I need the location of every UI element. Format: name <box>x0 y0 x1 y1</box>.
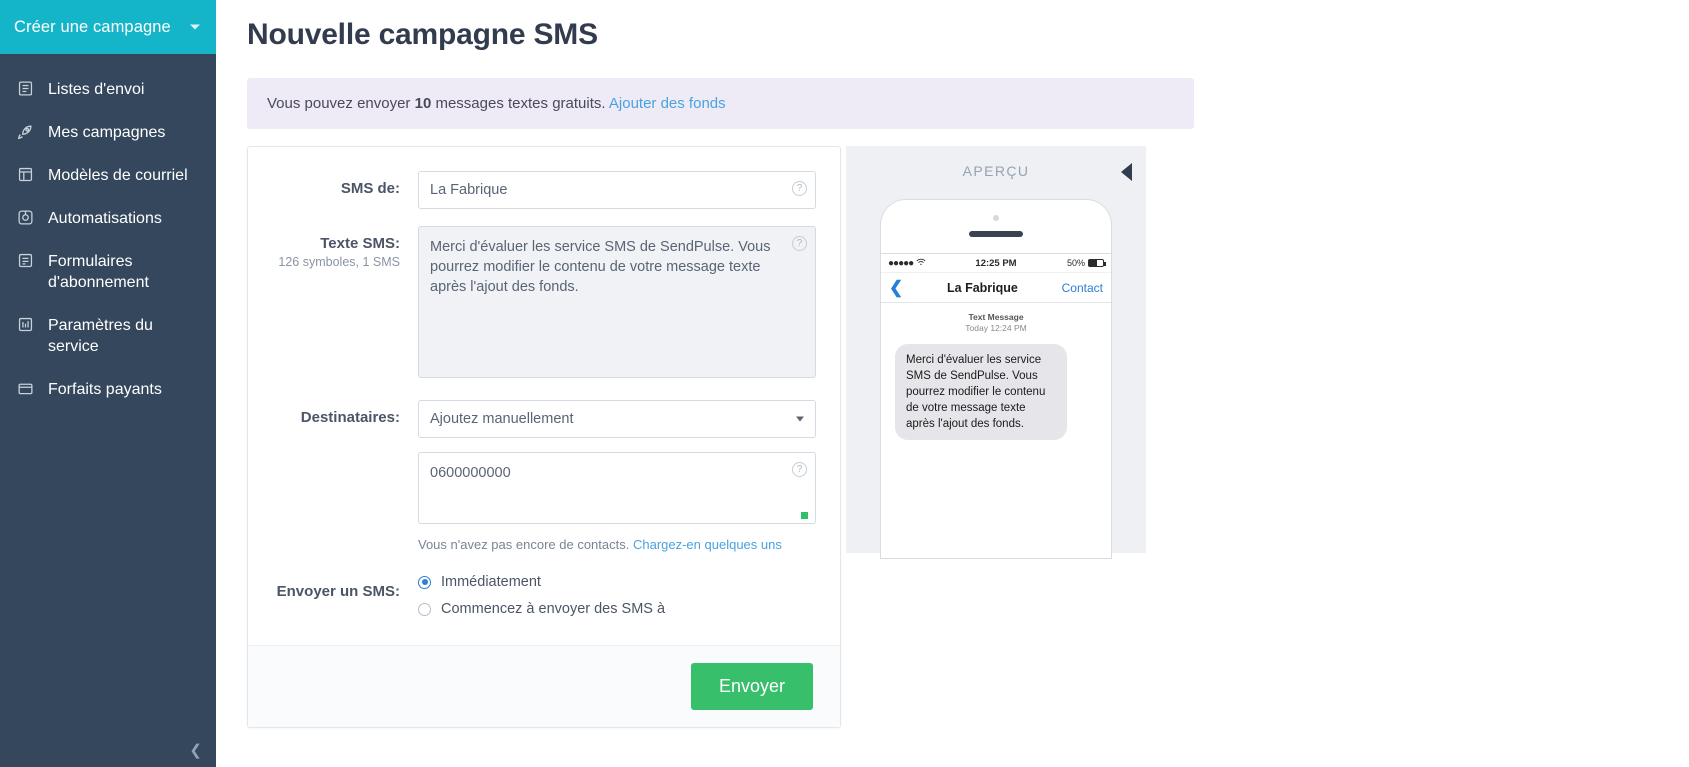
phone-battery-percent: 50% <box>1066 258 1085 268</box>
notice-text-after: messages textes gratuits. <box>435 95 606 112</box>
phone-nav-bar <box>881 273 1111 303</box>
phone-nav-title: La Fabrique <box>947 280 1018 295</box>
phone-screen <box>881 253 1111 558</box>
phone-message-time: Today 12:24 PM <box>965 323 1027 333</box>
sidebar-item-mailing-lists[interactable] <box>0 68 216 111</box>
schedule-label: Envoyer un SMS: <box>276 583 400 600</box>
no-contacts-text: Vous n'avez pas encore de contacts. <box>418 537 630 552</box>
no-contacts-hint <box>418 537 816 552</box>
radio-send-later[interactable] <box>418 601 816 617</box>
sms-text-label-text: Texte SMS: <box>320 235 400 252</box>
upload-contacts-link[interactable]: Chargez-en quelques uns <box>632 537 782 552</box>
question-mark-icon[interactable]: ? <box>792 236 807 251</box>
recipients-mode-select[interactable] <box>418 400 816 438</box>
sender-input[interactable] <box>418 171 816 209</box>
phone-mockup <box>880 199 1112 559</box>
phone-status-time: 12:25 PM <box>975 257 1017 269</box>
sms-text-field-wrap <box>418 226 816 383</box>
sidebar-item-subscription-forms[interactable] <box>0 240 216 304</box>
sms-text-label <box>272 226 418 383</box>
preview-collapse-triangle-left-icon[interactable] <box>1121 163 1132 181</box>
chevron-down-icon <box>190 25 200 30</box>
billing-icon <box>14 380 36 397</box>
sidebar-item-automations[interactable] <box>0 197 216 240</box>
add-funds-link[interactable]: Ajouter des fonds <box>608 95 726 112</box>
sidebar-item-paid-plans[interactable] <box>0 368 216 411</box>
sms-campaign-form <box>247 146 841 728</box>
sidebar-item-label: Forfaits payants <box>48 381 162 398</box>
recipients-field-wrap <box>418 400 816 552</box>
create-campaign-label: Créer une campagne <box>14 17 171 36</box>
radio-icon[interactable] <box>418 603 431 616</box>
sms-text-counter: 126 symboles, 1 SMS <box>278 255 400 269</box>
schedule-options <box>418 574 816 628</box>
sidebar-collapse-chevron-left-icon[interactable]: ❮ <box>189 742 202 759</box>
list-icon <box>14 80 36 97</box>
wifi-icon <box>916 258 926 268</box>
settings-icon <box>14 316 36 333</box>
sidebar-item-label: Modèles de courriel <box>48 167 188 184</box>
phone-message-label: Text Message <box>968 312 1024 322</box>
sidebar-item-label: Mes campagnes <box>48 124 166 141</box>
send-button[interactable]: Envoyer <box>691 663 813 710</box>
resize-handle[interactable] <box>801 512 808 519</box>
radio-send-now-label: Immédiatement <box>441 574 541 590</box>
preview-title: APERÇU <box>962 163 1030 179</box>
sender-field-wrap <box>418 171 816 209</box>
form-row-sms-text <box>248 226 840 383</box>
page-title: Nouvelle campagne SMS <box>247 18 598 51</box>
form-row-sender <box>248 171 840 209</box>
main-content <box>216 0 1689 767</box>
recipients-label: Destinataires: <box>300 409 400 426</box>
recipients-mode-value: Ajoutez manuellement <box>430 411 574 427</box>
sms-text-textarea[interactable] <box>418 226 816 378</box>
form-icon <box>14 252 36 269</box>
sidebar-item-service-settings[interactable] <box>0 304 216 368</box>
chevron-left-icon[interactable]: ❮ <box>889 277 904 297</box>
phone-speaker-icon <box>969 231 1023 237</box>
phone-camera-icon <box>993 215 999 221</box>
question-mark-icon[interactable]: ? <box>792 181 807 196</box>
sidebar-item-my-campaigns[interactable] <box>0 111 216 154</box>
phone-status-bar <box>881 254 1111 273</box>
question-mark-icon[interactable]: ? <box>792 462 807 477</box>
sidebar-item-label: Listes d'envoi <box>48 81 145 98</box>
sidebar-item-label: Automatisations <box>48 210 162 227</box>
chevron-down-icon <box>796 417 804 422</box>
phone-message-meta <box>881 312 1111 334</box>
battery-icon <box>1088 259 1104 267</box>
radio-send-now[interactable] <box>418 574 816 590</box>
sidebar-item-email-templates[interactable] <box>0 154 216 197</box>
sidebar-nav <box>0 54 216 411</box>
preview-panel <box>846 146 1146 553</box>
form-row-schedule <box>248 574 840 628</box>
form-row-recipients <box>248 400 840 552</box>
phone-contact-link[interactable]: Contact <box>1061 280 1103 295</box>
sender-label: SMS de: <box>340 180 400 197</box>
rocket-icon <box>14 123 36 141</box>
phone-status-left <box>888 258 975 269</box>
sidebar <box>0 0 216 767</box>
template-icon <box>14 166 36 183</box>
notice-count: 10 <box>414 95 432 112</box>
free-credits-notice <box>247 78 1194 129</box>
recipients-numbers-textarea[interactable] <box>418 452 816 524</box>
notice-text-before: Vous pouvez envoyer <box>267 95 411 112</box>
signal-dots-icon: ●●●●● <box>888 257 914 269</box>
content-row <box>247 146 1689 728</box>
create-campaign-button[interactable] <box>0 0 216 54</box>
sidebar-item-label: Paramètres du service <box>48 317 153 355</box>
phone-status-right <box>1017 258 1104 268</box>
form-footer <box>248 645 840 727</box>
recipients-numbers-wrap <box>418 452 816 529</box>
radio-send-later-label: Commencez à envoyer des SMS à <box>441 601 666 617</box>
phone-message-bubble: Merci d'évaluer les service SMS de SendPulse. Vous pourrez modifier le contenu de votre message texte après l'ajout des fonds. <box>895 344 1067 440</box>
automation-icon <box>14 209 36 226</box>
radio-icon-selected[interactable] <box>418 576 431 589</box>
sidebar-item-label: Formulaires d'abonnement <box>48 253 149 291</box>
